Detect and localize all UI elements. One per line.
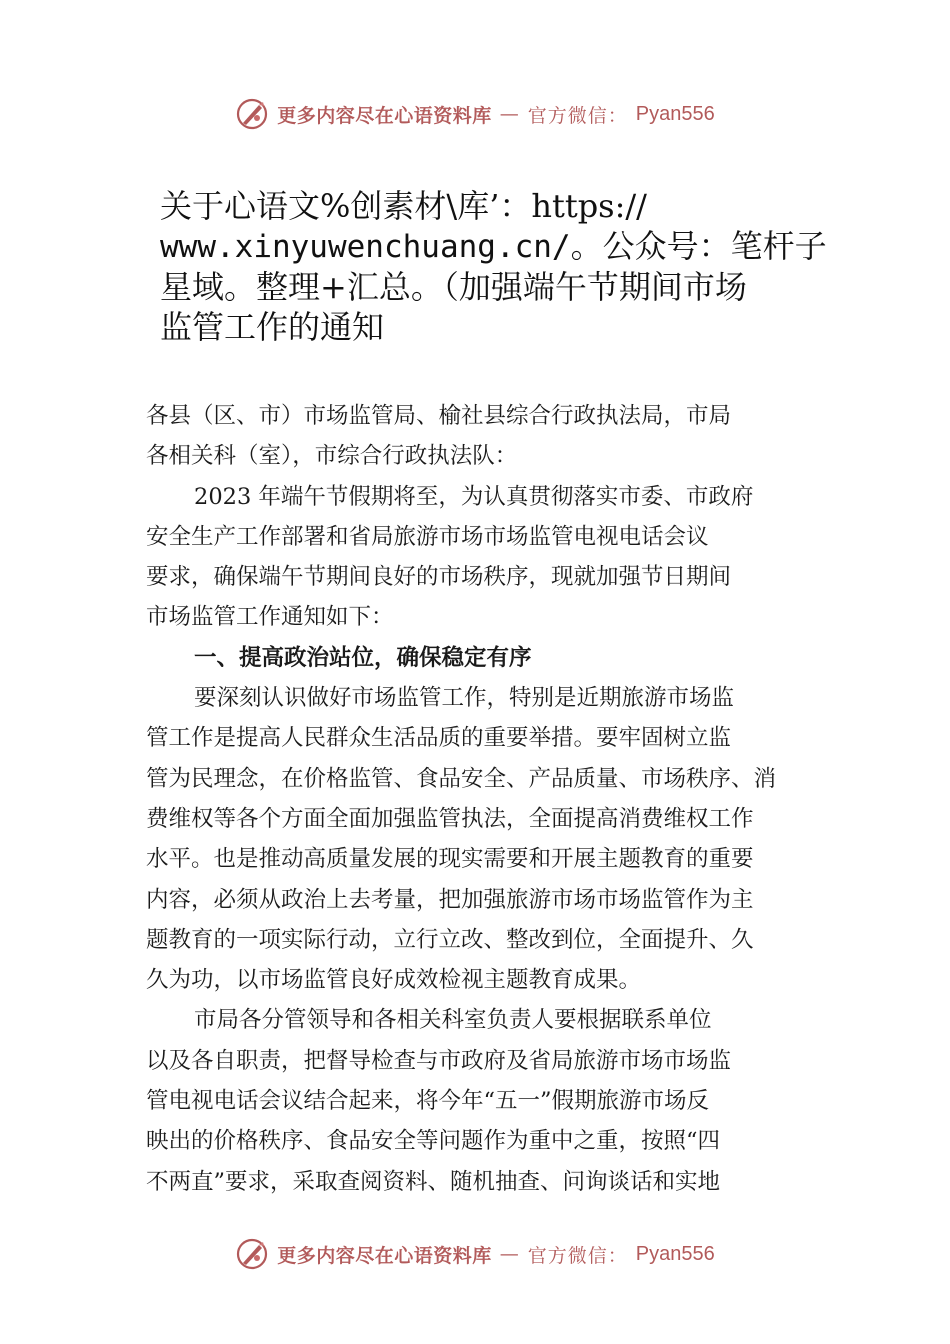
quill-logo-icon: [235, 1237, 269, 1271]
paragraph-1-line-3: 管为民理念，在价格监管、食品安全、产品质量、市场秩序、消: [146, 765, 777, 792]
banner-wechat-id: Pyan556: [635, 102, 715, 125]
banner-lead-text: 更多内容尽在心语资料库: [277, 104, 492, 127]
paragraph-2-line-1: 市局各分管领导和各相关科室负责人要根据联系单位: [194, 1007, 712, 1034]
footer-lead-text: 更多内容尽在心语资料库: [277, 1244, 492, 1267]
paragraph-1-line-6: 内容，必须从政治上去考量，把加强旅游市场市场监管作为主: [146, 886, 754, 913]
paragraph-1-line-7: 题教育的一项实际行动，立行立改、整改到位，全面提升、久: [146, 926, 754, 953]
banner-wechat-label: 官方微信：: [527, 104, 628, 127]
footer-wechat-label: 官方微信：: [527, 1244, 628, 1267]
intro-line-1: 2023 年端午节假期将至，为认真贯彻落实市委、市政府: [194, 483, 754, 510]
title-line-2-rest: 。公众号：笔杆子: [570, 227, 827, 265]
paragraph-2-line-4: 映出的价格秩序、食品安全等问题作为重中之重，按照“四: [146, 1128, 721, 1155]
header-watermark-banner: [0, 94, 950, 134]
title-line-2: [160, 226, 840, 267]
paragraph-2-line-5: 不两直”要求，采取查阅资料、随机抽查、问询谈话和实地: [146, 1168, 721, 1195]
intro-line-2: 安全生产工作部署和省局旅游市场市场监管电视电话会议: [146, 523, 709, 550]
paragraph-1-line-8: 久为功，以市场监管良好成效检视主题教育成果。: [146, 967, 642, 994]
banner-dash: —: [499, 103, 520, 125]
intro-line-3: 要求，确保端午节期间良好的市场秩序，现就加强节日期间: [146, 564, 732, 591]
paragraph-1-line-4: 费维权等各个方面全面加强监管执法，全面提高消费维权工作: [146, 805, 754, 832]
paragraph-1-line-1: 要深刻认识做好市场监管工作，特别是近期旅游市场监: [194, 685, 735, 712]
addressee-line-2: 各相关科（室），市综合行政执法队：: [146, 443, 518, 470]
title-line-3: 星域。整理+汇总。（加强端午节期间市场: [160, 268, 747, 306]
addressee-line-1: 各县（区、市）市场监管局、榆社县综合行政执法局，市局: [146, 403, 732, 429]
intro-line-4: 市场监管工作通知如下：: [146, 604, 394, 631]
paragraph-1-line-5: 水平。也是推动高质量发展的现实需要和开展主题教育的重要: [146, 846, 754, 873]
footer-wechat-id: Pyan556: [635, 1242, 715, 1265]
paragraph-1-line-2: 管工作是提高人民群众生活品质的重要举措。要牢固树立监: [146, 725, 732, 752]
document-body: [146, 396, 822, 1202]
footer-watermark-banner: [0, 1234, 950, 1274]
document-title: [160, 186, 840, 347]
paragraph-2-line-2: 以及各自职责，把督导检查与市政府及省局旅游市场市场监: [146, 1047, 732, 1074]
section-heading-1: 一、提高政治站位，确保稳定有序: [194, 644, 532, 671]
footer-dash: —: [499, 1243, 520, 1265]
paragraph-2-line-3: 管电视电话会议结合起来，将今年“五一”假期旅游市场反: [146, 1088, 710, 1115]
title-line-1: 关于心语文%创素材\库’：https://: [160, 187, 647, 225]
title-url: www.xinyuwenchuang.cn/: [160, 229, 571, 265]
title-line-4: 监管工作的通知: [160, 308, 385, 346]
quill-logo-icon: [235, 97, 269, 131]
